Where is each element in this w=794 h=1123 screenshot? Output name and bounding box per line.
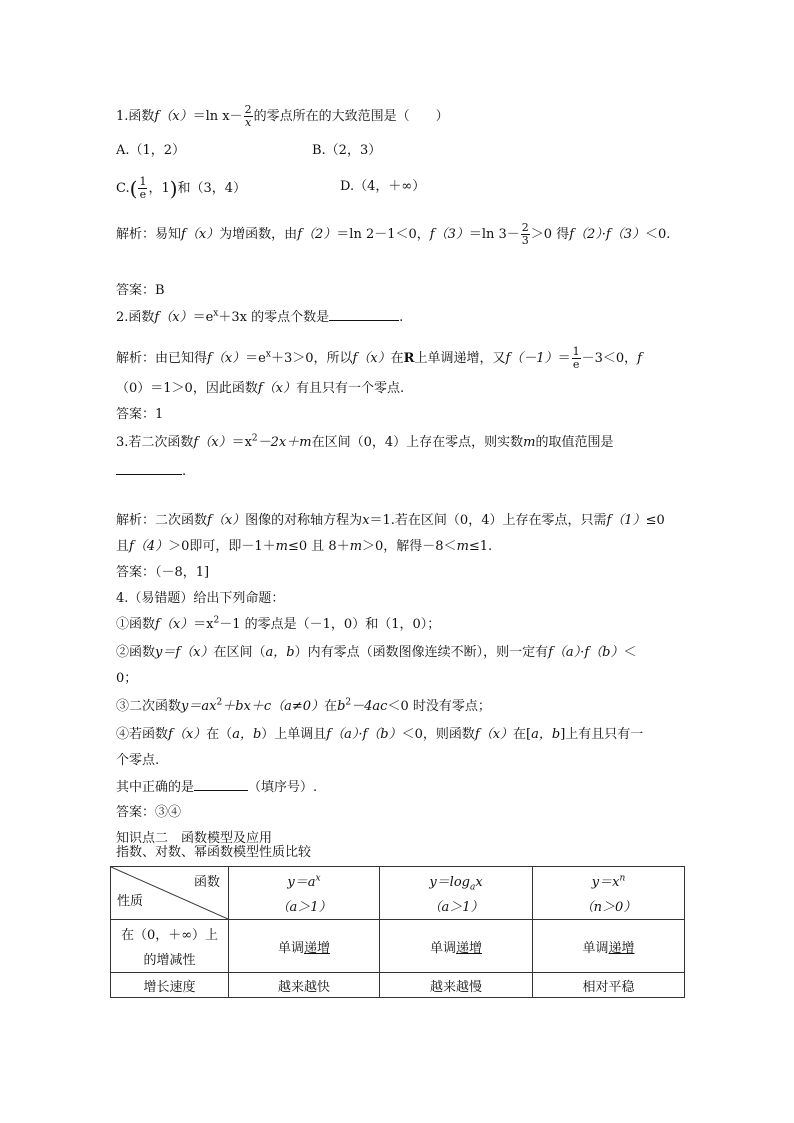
corner-label-property: 性质 bbox=[117, 894, 144, 909]
q2-stem: 2.函数$f(x)=e^x+3x$ 的零点个数是 . bbox=[116, 308, 404, 325]
cell-power-monotonicity: 单调递增 bbox=[533, 920, 685, 973]
q3-analysis-line2: 且f（4）＞0即可，即－1＋m≤0 且 8＋m＞0，解得－8＜m≤1. bbox=[116, 539, 493, 554]
q3-analysis-line1: 解析：二次函数f（x）图像的对称轴方程为x＝1.若在区间（0，4）上存在零点，只需f（1）≤0 bbox=[116, 513, 665, 528]
q2-analysis-line2: （0）＝1＞0，因此函数f（x）有且只有一个零点. bbox=[116, 381, 405, 396]
table-row-monotonicity bbox=[111, 920, 685, 973]
q4-proposition-2-cont: 0； bbox=[116, 671, 138, 686]
table-caption: 指数、对数、幂函数模型性质比较 bbox=[116, 845, 312, 860]
q2-blank bbox=[329, 308, 399, 321]
table-header-row bbox=[111, 867, 685, 920]
q4-answer: 答案：③④ bbox=[116, 805, 182, 820]
q4-proposition-2: ②函数y＝f（x）在区间（a，b）内有零点（函数图像连续不断），则一定有f（a）·f（b）＜ bbox=[116, 645, 637, 660]
cell-power-growth: 相对平稳 bbox=[533, 973, 685, 998]
q4-proposition-1: ①函数$f(x)=x^2-1$ 的零点是（－1，0）和（1，0）； bbox=[116, 615, 441, 632]
q3-stem: 3.若二次函数$f(x)=x^2-2x+m$在区间（0，4）上存在零点，则实数m的取值范围是 bbox=[116, 433, 614, 450]
q4-title: 4.（易错题）给出下列命题： bbox=[116, 591, 285, 606]
row-label-growth: 增长速度 bbox=[111, 973, 229, 998]
q4-proposition-4-cont: 个零点. bbox=[116, 753, 160, 768]
q1-option-c: C.( $\frac{1}{e}$ ，1)和（3，4） bbox=[116, 175, 247, 201]
q2-answer: 答案：1 bbox=[116, 407, 164, 422]
q1-stem: 1.函数f（x）＝ln x－ $\frac{2}{x}$ 的零点所在的大致范围是（ ） bbox=[116, 103, 449, 129]
q3-answer: 答案：（－8，1] bbox=[116, 565, 210, 580]
section-title: 知识点二 函数模型及应用 bbox=[116, 831, 273, 846]
q1-option-d: D.（4，＋∞） bbox=[340, 179, 426, 194]
q1-fraction: $\frac{2}{x}$ bbox=[244, 103, 252, 129]
header-power: $y=x^n$ （n＞0） bbox=[533, 867, 685, 920]
q1-answer: 答案：B bbox=[116, 283, 165, 298]
cell-log-monotonicity: 单调递增 bbox=[380, 920, 533, 973]
table-row-growth bbox=[111, 973, 685, 998]
header-exponential: $y=a^x$ （a＞1） bbox=[229, 867, 380, 920]
q1-option-a: A.（1，2） bbox=[116, 143, 186, 158]
header-logarithmic: $y=\log_ax$ （a＞1） bbox=[380, 867, 533, 920]
q4-ask: 其中正确的是 （填序号）. bbox=[116, 780, 318, 795]
q3-blank bbox=[116, 462, 182, 475]
q1-option-b: B.（2，3） bbox=[312, 143, 382, 158]
row-label-monotonicity: 在（0，＋∞）上 的增减性 bbox=[111, 920, 229, 973]
corner-label-function: 函数 bbox=[193, 875, 220, 890]
cell-exp-monotonicity: 单调递增 bbox=[229, 920, 380, 973]
q3-blank-line: . bbox=[116, 462, 186, 481]
cell-log-growth: 越来越慢 bbox=[380, 973, 533, 998]
q2-analysis-line1: 解析：由已知得$f(x)=e^x+3>0$，所以f（x）在R上单调递增，又f（－1）＝ $\frac{1}{e}$ －3＜0，f bbox=[116, 345, 642, 371]
q4-proposition-3: ③二次函数$y=ax^2+bx+c(a\ne 0)$在$b^2-4ac<0$ 时没有零点； bbox=[116, 697, 491, 714]
table-corner-cell bbox=[111, 867, 229, 920]
q4-blank bbox=[194, 778, 248, 791]
q4-proposition-4: ④若函数f（x）在（a，b）上单调且f（a）·f（b）＜0，则函数f（x）在[a，b]上有且只有一 bbox=[116, 727, 644, 742]
q1-analysis: 解析：易知f（x）为增函数，由f（2）＝ln 2－1＜0，f（3）＝ln 3－ $\frac{2}{3}$ ＞0 得f（2）·f（3）＜0. bbox=[116, 221, 671, 247]
cell-exp-growth: 越来越快 bbox=[229, 973, 380, 998]
comparison-table bbox=[110, 866, 685, 998]
